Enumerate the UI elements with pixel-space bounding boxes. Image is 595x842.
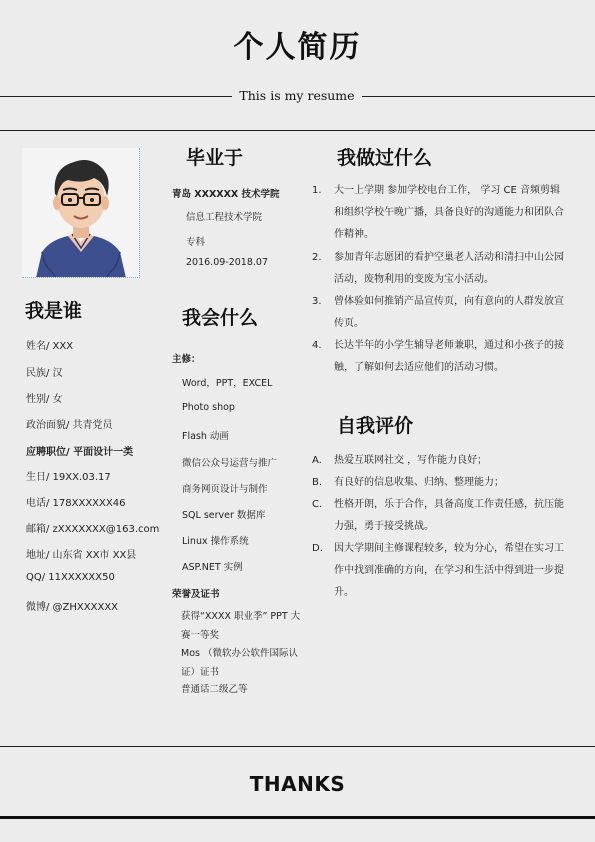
skill-item: SQL server 数据库 — [182, 510, 266, 521]
subtitle-divider-right — [362, 96, 595, 97]
self-evaluation-text: 因大学期间主修课程较多，较为分心，希望在实习工作中找到准确的方向，在学习和生活中得到进一步提升。 — [334, 543, 564, 598]
self-evaluation-item — [312, 472, 568, 494]
experience-heading: 我做过什么 — [337, 147, 433, 169]
footer-divider-bottom — [0, 816, 595, 819]
self-evaluation-text: 性格开朗，乐于合作，具备高度工作责任感，抗压能力强，勇于接受挑战。 — [334, 499, 564, 532]
self-evaluation-item — [312, 538, 568, 604]
award-item: Mos （微软办公软件国际认证）证书 — [181, 648, 298, 678]
info-applied-position: 应聘职位/ 平面设计一类 — [26, 447, 134, 458]
info-gender: 性别/ 女 — [26, 394, 63, 405]
info-qq: QQ/ 11XXXXXX50 — [26, 572, 115, 583]
education-period: 2016.09-2018.07 — [186, 257, 268, 268]
education-school: 青岛 XXXXXX 技术学院 — [172, 189, 280, 200]
skills-major-label: 主修： — [172, 354, 201, 365]
experience-text: 参加青年志愿团的看护空巢老人活动和清扫中山公园活动，废物利用的变废为宝小活动。 — [334, 252, 564, 285]
skills-heading: 我会什么 — [182, 307, 259, 329]
info-name: 姓名/ XXX — [26, 341, 74, 352]
footer-divider-top — [0, 746, 595, 747]
self-evaluation-marker: C. — [312, 499, 323, 510]
profile-photo — [22, 148, 140, 278]
award-item: 普通话二级乙等 — [181, 684, 248, 695]
page-subtitle: This is my resume — [239, 88, 355, 103]
self-evaluation-marker: D. — [312, 543, 323, 554]
experience-text: 长达半年的小学生辅导老师兼职，通过和小孩子的接触，了解如何去适应他们的活动习惯。 — [334, 340, 564, 373]
info-phone: 电话/ 178XXXXXX46 — [26, 498, 126, 509]
self-evaluation-text: 有良好的信息收集、归纳、整理能力； — [334, 477, 504, 488]
skill-item: Flash 动画 — [182, 431, 229, 442]
skill-item: 微信公众号运营与推广 — [182, 458, 278, 469]
experience-item — [312, 335, 568, 379]
cartoon-avatar-icon — [22, 148, 140, 278]
subtitle-divider-left — [0, 96, 232, 97]
experience-marker: 2. — [312, 252, 322, 263]
experience-marker: 3. — [312, 296, 322, 307]
self-evaluation-heading: 自我评价 — [337, 415, 414, 437]
about-heading: 我是谁 — [25, 300, 83, 322]
education-department: 信息工程技术学院 — [186, 212, 263, 223]
skill-item: Word，PPT，EXCEL — [182, 378, 273, 389]
self-evaluation-marker: B. — [312, 477, 323, 488]
experience-text: 曾体验如何推销产品宣传页，向有意向的人群发放宣传页。 — [334, 296, 564, 329]
experience-item — [312, 247, 568, 291]
award-item: 获得“XXXX 职业季” PPT 大赛一等奖 — [181, 611, 301, 641]
experience-marker: 4. — [312, 340, 322, 351]
experience-item — [312, 180, 568, 246]
experience-text: 大一上学期 参加学校电台工作， 学习 CE 音频剪辑和组织学校午晚广播，具备良好的沟通能力和团队合作精神。 — [334, 185, 564, 240]
skill-item: Photo shop — [182, 402, 235, 413]
self-evaluation-item — [312, 450, 568, 472]
info-political-status: 政治面貌/ 共青党员 — [26, 420, 113, 431]
education-level: 专科 — [186, 237, 206, 248]
thanks-text: THANKS — [249, 772, 346, 796]
experience-item — [312, 291, 568, 335]
skill-item: ASP.NET 实例 — [182, 562, 243, 573]
skill-item: Linux 操作系统 — [182, 536, 249, 547]
self-evaluation-item — [312, 494, 568, 538]
page-title: 个人简历 — [233, 30, 362, 65]
info-birthday: 生日/ 19XX.03.17 — [26, 472, 111, 483]
awards-label: 荣誉及证书 — [172, 589, 220, 600]
info-ethnicity: 民族/ 汉 — [26, 368, 63, 379]
info-email: 邮箱/ zXXXXXXX@163.com — [26, 524, 160, 535]
info-address: 地址/ 山东省 XX市 XX县 — [26, 550, 137, 561]
experience-marker: 1. — [312, 185, 322, 196]
header-divider — [0, 130, 595, 131]
education-heading: 毕业于 — [186, 147, 244, 169]
self-evaluation-marker: A. — [312, 455, 322, 466]
info-weibo: 微博/ @ZHXXXXXX — [26, 602, 119, 613]
skill-item: 商务网页设计与制作 — [182, 484, 268, 495]
self-evaluation-text: 热爱互联网社交 ，写作能力良好； — [334, 455, 488, 466]
